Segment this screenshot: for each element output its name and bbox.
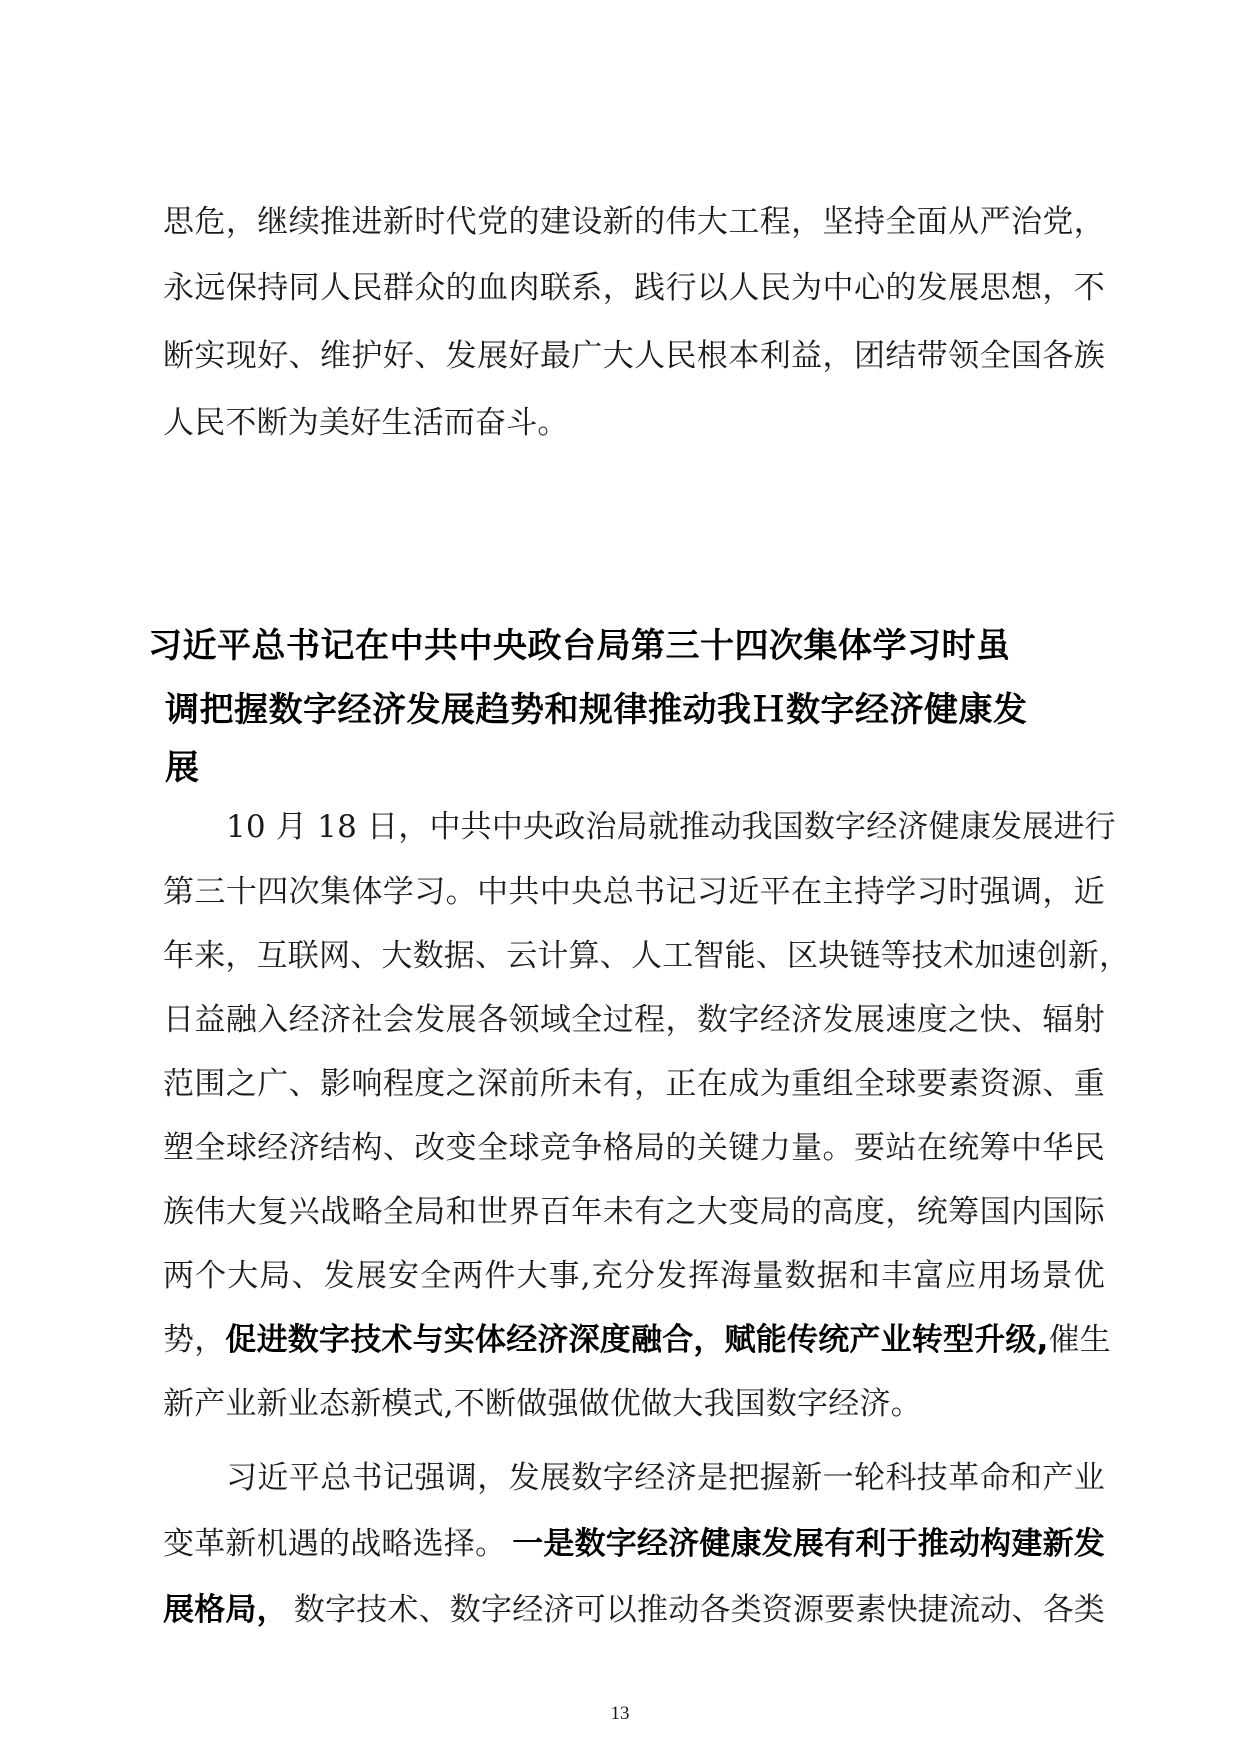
paragraph-line: 两个大局、发展安全两件大事,充分发挥海量数据和丰富应用场景优 [163,1258,1105,1294]
continuation-line: 永远保持同人民群众的血肉联系，践行以人民为中心的发展思想，不 [163,270,1105,306]
emphasis-text: 展格局， [163,1592,288,1628]
paragraph-text: 催生 [1048,1322,1111,1358]
paragraph-line: 范围之广、影响程度之深前所未有，正在成为重组全球要素资源、重 [163,1066,1105,1102]
article-title-line: 习近平总书记在中共中央政台局第三十四次集体学习时虽 [148,626,1011,666]
paragraph-text: 数字技术、数字经济可以推动各类资源要素快捷流动、各类 [293,1592,1105,1628]
paragraph-text: 势， [163,1322,226,1358]
paragraph-line: 习近平总书记强调，发展数字经济是把握新一轮科技革命和产业 [226,1460,1105,1496]
paragraph-line-mixed [163,1524,1105,1564]
page-number: 13 [610,1703,630,1724]
paragraph-line: 塑全球经济结构、改变全球竞争格局的关键力量。要站在统筹中华民 [163,1130,1105,1166]
article-title-line: 展 [165,748,200,788]
article-title-line: 调把握数字经济发展趋势和规律推动我Ｈ数字经济健康发 [165,690,1028,730]
paragraph-text: 变革新机遇的战略选择。 [163,1526,507,1562]
continuation-line: 断实现好、维护好、发展好最广大人民根本利益，团结带领全国各族 [163,338,1105,374]
paragraph-line: 第三十四次集体学习。中共中央总书记习近平在主持学习时强调，近 [163,874,1105,910]
paragraph-line: 日益融入经济社会发展各领域全过程，数字经济发展速度之快、辐射 [163,1002,1105,1038]
paragraph-line-mixed [163,1320,1111,1360]
continuation-line: 思危，继续推进新时代党的建设新的伟大工程，坚持全面从严治党， [163,204,1105,240]
emphasis-text: 一是数字经济健康发展有利于推动构建新发 [512,1526,1105,1562]
paragraph-line: 族伟大复兴战略全局和世界百年未有之大变局的高度，统筹国内国际 [163,1194,1105,1230]
paragraph-line: 10 月 18 日，中共中央政治局就推动我国数字经济健康发展进行 [226,809,1116,845]
paragraph-line: 年来，互联网、大数据、云计算、人工智能、区块链等技术加速创新， [163,938,1131,974]
paragraph-line-mixed [163,1590,1105,1630]
emphasis-text: 促进数字技术与实体经济深度融合，赋能传统产业转型升级, [225,1322,1049,1358]
continuation-line: 人民不断为美好生活而奋斗。 [163,405,569,441]
paragraph-line: 新产业新业态新模式,不断做强做优做大我国数字经济。 [163,1386,922,1422]
